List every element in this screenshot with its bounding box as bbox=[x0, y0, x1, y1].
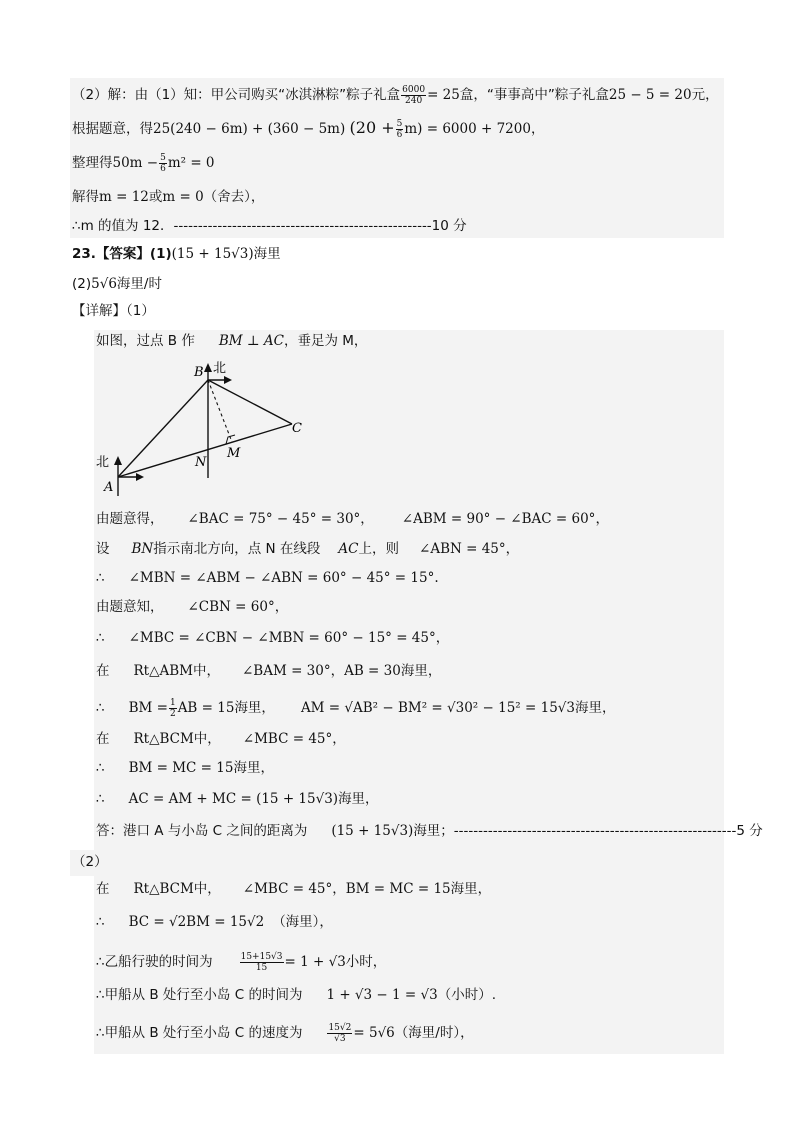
text: 解得 bbox=[72, 189, 99, 205]
line-speed-a-ship bbox=[96, 1022, 474, 1046]
math: = 25 bbox=[427, 87, 460, 103]
line-answer-23-1 bbox=[72, 243, 281, 267]
text: 如图，过点 B 作 bbox=[96, 333, 195, 349]
line-mbc bbox=[96, 627, 449, 651]
text: 盒，“事事高中”粽子礼盒 bbox=[459, 87, 609, 103]
text: （海里/时）， bbox=[394, 1025, 474, 1041]
text: 海里；----------------------------------------------------------5 分 bbox=[413, 823, 763, 839]
text: 海里， bbox=[233, 760, 274, 776]
fraction: $\frac{15√2}{√3}$ bbox=[328, 1022, 352, 1044]
text: 由题意得， bbox=[96, 511, 164, 527]
text: 海里， bbox=[234, 700, 275, 716]
math: BN bbox=[131, 541, 154, 557]
text: 23.【答案】(1) bbox=[72, 246, 172, 262]
fraction: $\frac{5}{6}$ bbox=[160, 152, 166, 174]
math: BC = √2BM = 15√2 bbox=[128, 914, 265, 930]
text: 小时， bbox=[345, 954, 387, 970]
text: ∴ bbox=[96, 700, 105, 716]
math: m = 0 bbox=[162, 189, 204, 205]
text: 【详解】（1） bbox=[72, 303, 155, 319]
text: 答：港口 A 与小岛 C 之间的距离为 bbox=[96, 823, 308, 839]
line-part2-rt-bcm bbox=[96, 878, 491, 902]
line-time-b-ship bbox=[96, 951, 386, 975]
fraction: $\frac{5}{6}$ bbox=[396, 118, 403, 140]
text: 海里， bbox=[574, 700, 616, 716]
math: m = 12 bbox=[99, 189, 149, 205]
text: ∴乙船行驶的时间为 bbox=[96, 954, 213, 970]
text: (2) bbox=[72, 276, 92, 292]
math: m) = 6000 + 7200 bbox=[404, 121, 531, 137]
text: 海里 bbox=[253, 246, 281, 262]
fraction: $\frac{6000}{240}$ bbox=[402, 84, 426, 106]
math: AM = √AB² − BM² = √30² − 15² = 15√3 bbox=[300, 700, 575, 716]
math: (15 + 15√3) bbox=[171, 246, 254, 262]
math: 25 − 5 = 20 bbox=[608, 87, 692, 103]
north-label-left: 北 bbox=[96, 455, 110, 470]
math: = 1 + √3 bbox=[284, 954, 346, 970]
east-arrow-b bbox=[224, 376, 232, 384]
text: （舍去）， bbox=[203, 189, 265, 205]
text: ∴甲船从 B 处行至小岛 C 的速度为 bbox=[96, 1025, 303, 1041]
text: 或 bbox=[148, 189, 163, 205]
math: (15 + 15√3) bbox=[331, 823, 414, 839]
math: ∠CBN = 60°， bbox=[187, 599, 289, 615]
line-detail-heading bbox=[72, 300, 155, 324]
math: ∠ABM = 90° − ∠BAC = 60° bbox=[401, 511, 596, 527]
line-bm-mc bbox=[96, 757, 274, 781]
math: Rt△BCM bbox=[133, 731, 194, 747]
math: 1 + √3 − 1 = √3 bbox=[326, 987, 438, 1003]
north-label-top: 北 bbox=[213, 361, 227, 376]
text: ∴ bbox=[96, 791, 105, 807]
text: （2） bbox=[72, 854, 108, 870]
label-m: M bbox=[227, 446, 241, 461]
text: ∴m 的值为 12．-----------------------------------------------------10 分 bbox=[72, 218, 467, 234]
geometry-figure bbox=[94, 356, 324, 496]
line-rt-bcm bbox=[96, 728, 346, 752]
line-mbn bbox=[96, 567, 439, 591]
north-arrow-b bbox=[204, 363, 212, 372]
text: ， bbox=[595, 511, 609, 527]
line-answer-1 bbox=[96, 820, 763, 844]
label-n: N bbox=[195, 455, 207, 470]
math: ∠BAC = 75° − 45° = 30°， bbox=[187, 511, 374, 527]
fraction: $\frac{15+15√3}{15}$ bbox=[240, 951, 283, 973]
line-given bbox=[96, 508, 609, 532]
text: 中， bbox=[193, 881, 221, 897]
line-purchase bbox=[72, 84, 719, 108]
line-bc bbox=[96, 911, 333, 935]
line-time-a-ship bbox=[96, 984, 496, 1008]
text: 整理得 bbox=[72, 155, 113, 171]
north-arrow-a bbox=[114, 456, 122, 465]
text: 元， bbox=[691, 87, 719, 103]
line-solve bbox=[72, 186, 264, 210]
line-rt-abm bbox=[96, 660, 441, 684]
text: ∴ bbox=[96, 760, 105, 776]
line-simplify bbox=[72, 152, 215, 176]
text: 海里， bbox=[450, 881, 492, 897]
line-set-bn bbox=[96, 538, 519, 562]
math: ∠MBN = ∠ABM − ∠ABN = 60° − 45° = 15°. bbox=[128, 570, 439, 586]
text: 海里， bbox=[400, 663, 442, 679]
math: 5√6 bbox=[91, 276, 117, 292]
math: Rt△BCM bbox=[133, 881, 194, 897]
math: AB = 15 bbox=[177, 700, 235, 716]
east-arrow-a bbox=[136, 473, 144, 481]
segment-bm-dashed bbox=[208, 380, 232, 442]
math: BM = bbox=[128, 700, 168, 716]
math: = 5√6 bbox=[353, 1025, 395, 1041]
math: BM = MC = 15 bbox=[128, 760, 234, 776]
text: 海里/时 bbox=[116, 276, 162, 292]
text: ∴甲船从 B 处行至小岛 C 的时间为 bbox=[96, 987, 303, 1003]
text: 中， bbox=[192, 663, 220, 679]
text: （海里）， bbox=[272, 914, 333, 930]
text: ， bbox=[530, 121, 545, 137]
math: 25(240 − 6m) + (360 − 5m) bbox=[153, 121, 346, 137]
text: 设 bbox=[96, 541, 110, 557]
part2-block-background bbox=[70, 850, 724, 876]
text: ∴ bbox=[96, 914, 105, 930]
text: ∴ bbox=[96, 570, 105, 586]
math: ∠MBC = 45°， bbox=[242, 731, 346, 747]
math: ∠MBC = ∠CBN − ∠MBN = 60° − 15° = 45°， bbox=[128, 630, 450, 646]
text: 中， bbox=[193, 731, 221, 747]
math: m² = 0 bbox=[167, 155, 215, 171]
line-equation bbox=[72, 117, 544, 141]
text: 在 bbox=[96, 731, 110, 747]
text: 由题意知， bbox=[96, 599, 164, 615]
label-a: A bbox=[104, 480, 114, 495]
math: Rt△ABM bbox=[133, 663, 193, 679]
line-construction bbox=[96, 330, 367, 354]
line-part2-heading bbox=[72, 851, 108, 875]
math: ∠BAM = 30°，AB = 30 bbox=[241, 663, 401, 679]
text: ，垂足为 M， bbox=[283, 333, 368, 349]
line-ac bbox=[96, 788, 379, 812]
math: AC = AM + MC = (15 + 15√3) bbox=[128, 791, 339, 807]
line-cbn bbox=[96, 596, 288, 620]
fraction: $\frac{1}{2}$ bbox=[169, 697, 176, 719]
label-b: B bbox=[194, 365, 204, 380]
math: AC bbox=[338, 541, 359, 557]
text: 在 bbox=[96, 881, 110, 897]
text: （小时）. bbox=[437, 987, 496, 1003]
text: 海里， bbox=[338, 791, 379, 807]
text: 指示南北方向，点 N 在线段 bbox=[153, 541, 321, 557]
line-bm-am bbox=[96, 697, 615, 721]
math: ∠ABN = 45°， bbox=[419, 541, 520, 557]
segment-bc bbox=[208, 380, 292, 424]
text: 上，则 bbox=[358, 541, 400, 557]
text: 在 bbox=[96, 663, 110, 679]
math: 50m − bbox=[112, 155, 159, 171]
line-m-value bbox=[72, 215, 467, 239]
text: （2）解：由（1）知：甲公司购买“冰淇淋粽”粽子礼盒 bbox=[72, 87, 401, 103]
math: BM ⊥ AC bbox=[218, 333, 284, 349]
math: (20 + bbox=[349, 118, 395, 137]
text: 根据题意，得 bbox=[72, 121, 153, 137]
text: ∴ bbox=[96, 630, 105, 646]
line-answer-23-2 bbox=[72, 273, 162, 297]
label-c: C bbox=[292, 421, 302, 436]
math: ∠MBC = 45°，BM = MC = 15 bbox=[242, 881, 451, 897]
